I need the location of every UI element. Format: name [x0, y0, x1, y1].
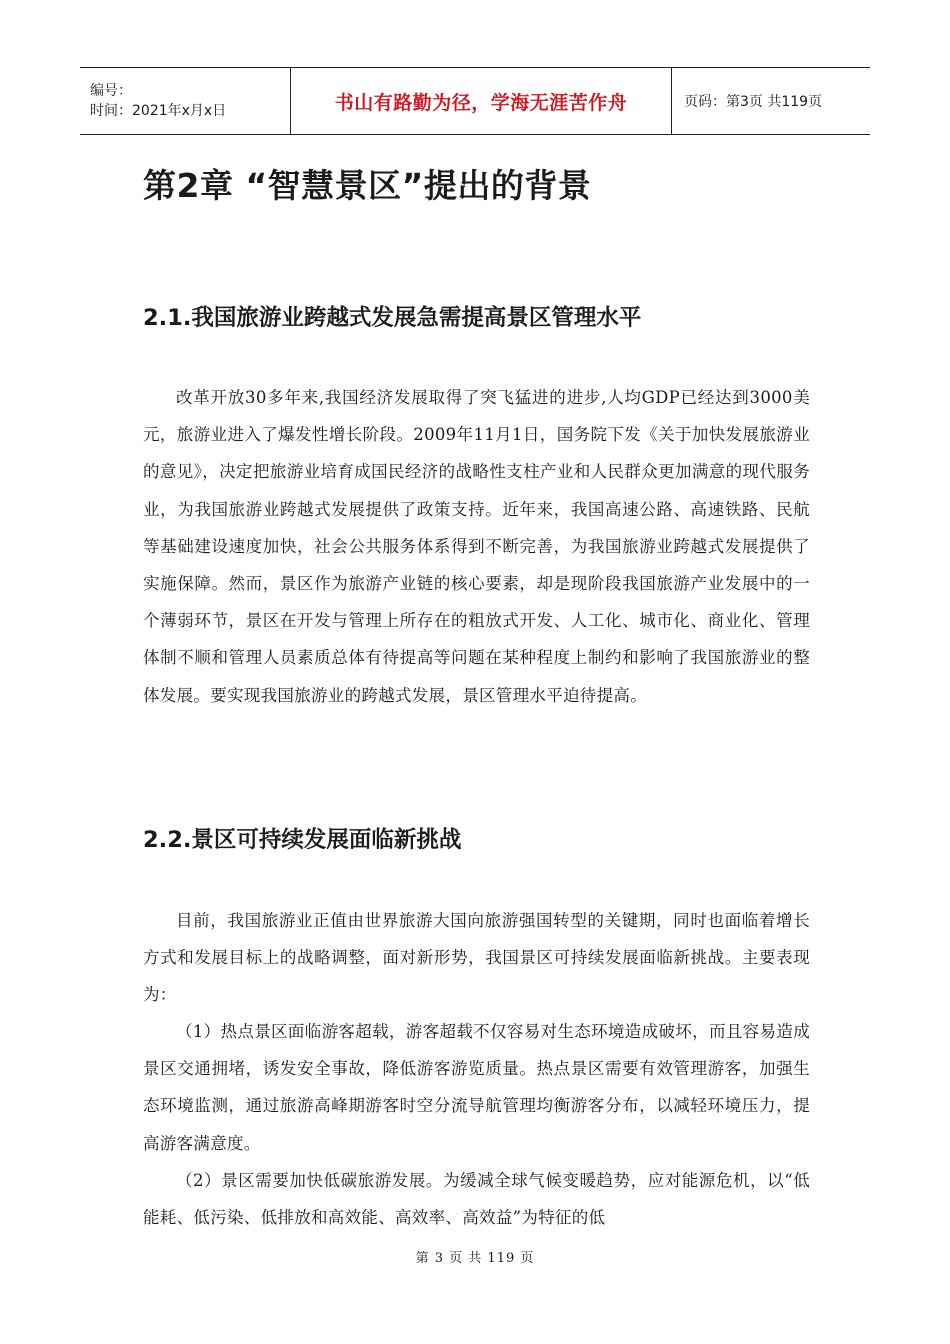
- header-meta: [80, 68, 291, 135]
- section-2-2-item-1-paragraph: （1）热点景区面临游客超载，游客超载不仅容易对生态环境造成破坏，而且容易造成景区交通拥堵，诱发安全事故，降低游客游览质量。热点景区需要有效管理游客，加强生态环境监测，通过旅游高峰期游客时空分流导航管理均衡游客分布，以减轻环境压力，提高游客满意度。: [143, 1022, 810, 1153]
- section-title-2-2: 2.2.景区可持续发展面临新挑战: [143, 827, 462, 853]
- page-footer: 第 3 页 共 119 页: [415, 1251, 535, 1266]
- document-number-label: 编号：: [90, 83, 132, 99]
- section-2-2-intro-paragraph: 目前，我国旅游业正值由世界旅游大国向旅游强国转型的关键期，同时也面临着增长方式和发展目标上的战略调整，面对新形势，我国景区可持续发展面临新挑战。主要表现为：: [143, 911, 810, 1005]
- section-2-1-paragraph: 改革开放30多年来,我国经济发展取得了突飞猛进的进步,人均GDP已经达到3000美元，旅游业进入了爆发性增长阶段。2009年11月1日，国务院下发《关于加快发展旅游业的意见》，决定把旅游业培育成国民经济的战略性支柱产业和人民群众更加满意的现代服务业，为我国旅游业跨越式发展提供了政策支持。近年来，我国高速公路、高速铁路、民航等基础建设速度加快，社会公共服务体系得到不断完善，为我国旅游业跨越式发展提供了实施保障。然而，景区作为旅游产业链的核心要素，却是现阶段我国旅游产业发展中的一个薄弱环节，景区在开发与管理上所存在的粗放式开发、人工化、城市化、商业化、管理体制不顺和管理人员素质总体有待提高等问题在某种程度上制约和影响了我国旅游业的整体发展。要实现我国旅游业的跨越式发展，景区管理水平迫待提高。: [143, 388, 810, 705]
- header-page-info: 页码：第3页 共119页: [684, 94, 823, 110]
- document-date-label: 时间：2021年x月x日: [90, 103, 227, 119]
- header-motto: 书山有路勤为径，学海无涯苦作舟: [291, 68, 672, 135]
- page-header: [80, 67, 870, 135]
- section-title-2-1: 2.1.我国旅游业跨越式发展急需提高景区管理水平: [143, 305, 642, 331]
- chapter-title: 第2章 “智慧景区”提出的背景: [143, 166, 592, 205]
- section-2-2-item-2-paragraph: （2）景区需要加快低碳旅游发展。为缓减全球气候变暖趋势，应对能源危机，以“低能耗、低污染、低排放和高效能、高效率、高效益”为特征的低: [143, 1171, 810, 1228]
